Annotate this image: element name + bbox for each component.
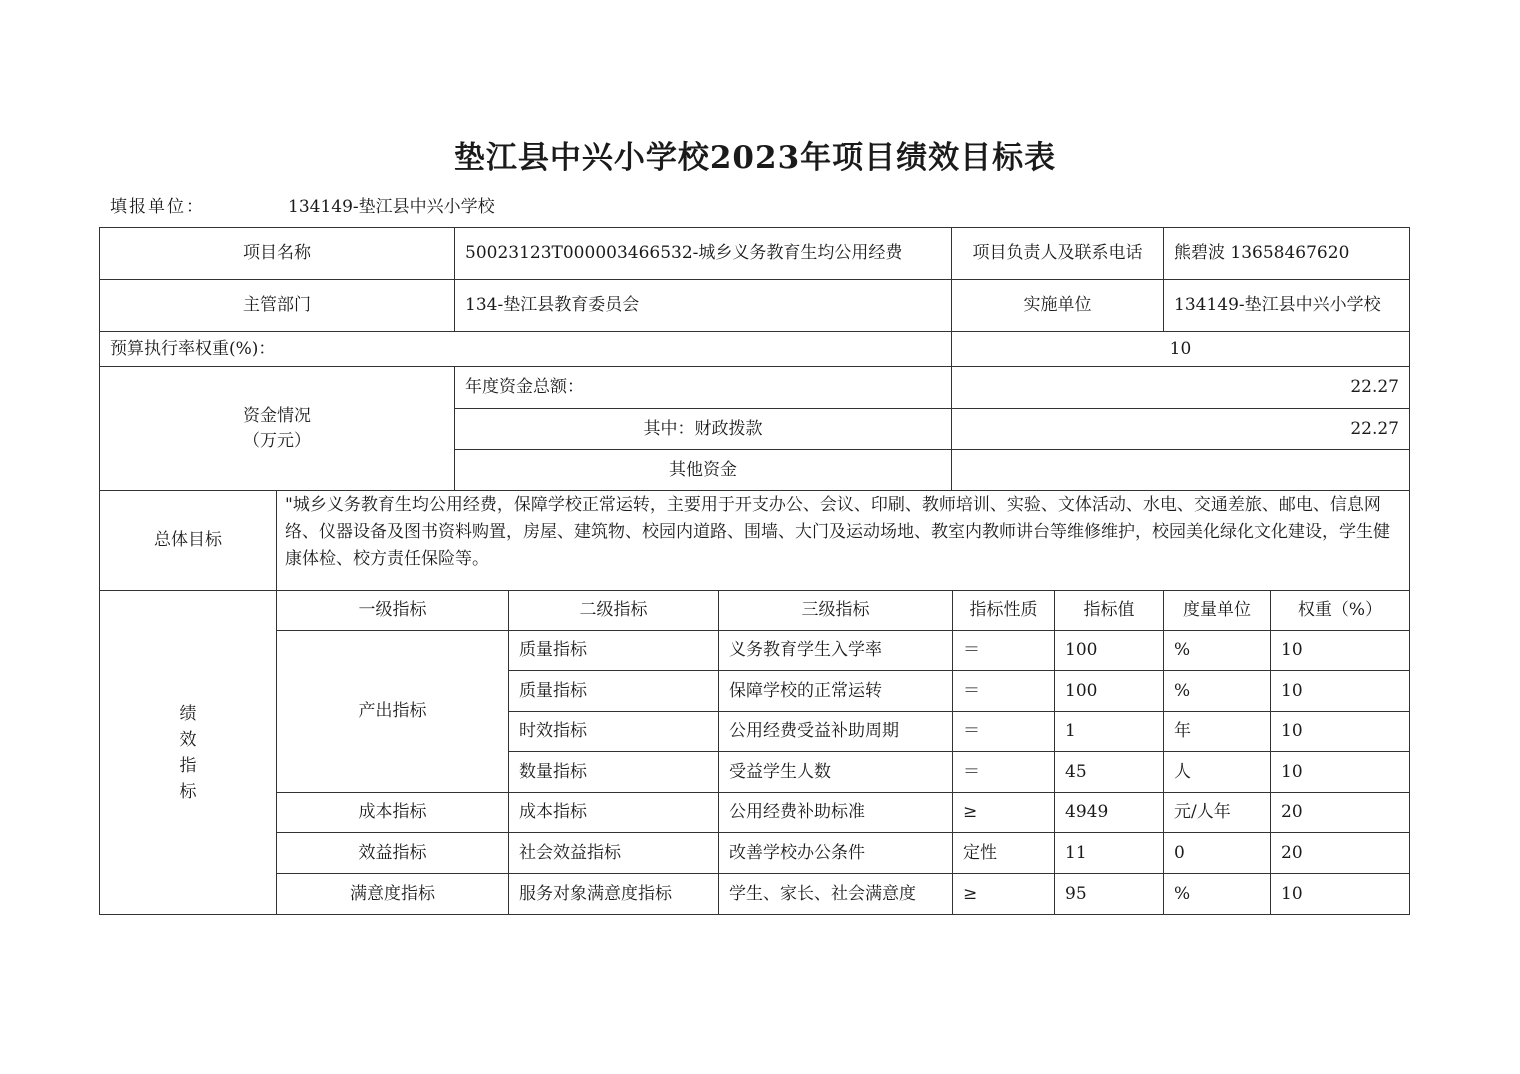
row-level2: 质量指标 — [519, 680, 587, 701]
funds-label-cell — [99, 366, 455, 491]
header-level2: 二级指标 — [579, 600, 648, 620]
row-nature-cell — [952, 832, 1055, 874]
row-level2: 成本指标 — [519, 802, 587, 822]
budget-weight-label-cell — [99, 331, 952, 367]
group-cost-cell — [276, 792, 509, 833]
row-unit-cell — [1163, 711, 1271, 752]
indicators-section-cell — [99, 590, 277, 915]
row-level3: 学生、家长、社会满意度 — [729, 883, 916, 904]
row-level2-cell — [508, 792, 719, 833]
row-value-cell — [1054, 751, 1164, 793]
row-value: 1 — [1065, 721, 1076, 741]
row-weight-cell — [1270, 670, 1410, 712]
project-name-label-cell — [99, 227, 455, 280]
funds-total-value: 22.27 — [1350, 377, 1399, 397]
header-nature: 指标性质 — [969, 600, 1038, 620]
row-nature: ＝ — [963, 640, 980, 660]
header-level3-cell — [718, 590, 953, 631]
funds-other-label: 其他资金 — [669, 459, 737, 480]
budget-weight-value-cell — [951, 331, 1410, 367]
row-value-cell — [1054, 630, 1164, 671]
funds-fiscal-label: 其中：财政拨款 — [643, 418, 763, 439]
contact-value-cell — [1163, 227, 1410, 280]
row-level3: 保障学校的正常运转 — [729, 680, 882, 701]
group-benefit: 效益指标 — [358, 842, 427, 863]
funds-fiscal-value-cell — [951, 408, 1410, 450]
page-title: 垫江县中兴小学校2023年项目绩效目标表 — [453, 140, 1057, 176]
row-nature: ≥ — [963, 802, 978, 822]
header-unit: 度量单位 — [1183, 600, 1251, 620]
row-value-cell — [1054, 670, 1164, 712]
row-weight-cell — [1270, 792, 1410, 833]
row-level2: 社会效益指标 — [519, 842, 621, 863]
dept-label-cell — [99, 279, 455, 332]
row-value: 100 — [1065, 680, 1098, 701]
header-value-cell — [1054, 590, 1164, 631]
group-output: 产出指标 — [358, 701, 427, 721]
reporting-unit-label: 填报单位： — [110, 197, 205, 217]
row-nature-cell — [952, 711, 1055, 752]
row-weight-cell — [1270, 630, 1410, 671]
header-weight: 权重（%） — [1297, 600, 1383, 620]
row-value: 100 — [1065, 640, 1098, 660]
group-cost: 成本指标 — [358, 802, 427, 822]
row-level2-cell — [508, 711, 719, 752]
row-weight-cell — [1270, 873, 1410, 915]
reporting-unit — [110, 192, 495, 217]
row-weight: 20 — [1281, 842, 1303, 863]
funds-other-label-cell — [454, 449, 952, 491]
impl-value-cell — [1163, 279, 1410, 332]
row-nature: 定性 — [963, 842, 997, 863]
goal-label: 总体目标 — [154, 530, 222, 550]
row-weight: 10 — [1281, 883, 1303, 904]
row-weight: 10 — [1281, 680, 1303, 701]
row-level3: 受益学生人数 — [729, 761, 831, 782]
row-unit: 元/人年 — [1174, 802, 1231, 822]
row-weight: 10 — [1281, 640, 1303, 660]
row-level3-cell — [718, 832, 953, 874]
row-unit-cell — [1163, 630, 1271, 671]
funds-label-line1: 资金情况 — [243, 405, 311, 426]
group-output-cell — [276, 630, 509, 793]
row-nature: ＝ — [963, 761, 980, 782]
row-value-cell — [1054, 711, 1164, 752]
impl-value: 134149-垫江县中兴小学校 — [1174, 295, 1381, 315]
row-nature-cell — [952, 792, 1055, 833]
row-unit: 人 — [1174, 761, 1191, 782]
group-satisfaction-cell — [276, 873, 509, 915]
row-unit: % — [1174, 883, 1191, 904]
row-level2: 质量指标 — [519, 640, 587, 660]
row-value: 11 — [1065, 842, 1087, 863]
row-weight-cell — [1270, 751, 1410, 793]
dept-value-cell — [454, 279, 952, 332]
row-level2-cell — [508, 832, 719, 874]
row-nature-cell — [952, 751, 1055, 793]
header-level1: 一级指标 — [358, 600, 427, 620]
performance-table — [100, 228, 1411, 916]
row-unit-cell — [1163, 792, 1271, 833]
row-level3: 义务教育学生入学率 — [729, 640, 882, 660]
header-weight-cell — [1270, 590, 1410, 631]
header-level1-cell — [276, 590, 509, 631]
row-weight: 20 — [1281, 802, 1303, 822]
budget-weight-label: 预算执行率权重(%)： — [110, 338, 276, 359]
row-weight-cell — [1270, 711, 1410, 752]
row-unit: 年 — [1174, 721, 1191, 741]
row-level3-cell — [718, 751, 953, 793]
row-value: 45 — [1065, 761, 1087, 782]
row-weight-cell — [1270, 832, 1410, 874]
group-benefit-cell — [276, 832, 509, 874]
row-level2: 服务对象满意度指标 — [519, 883, 672, 904]
funds-label-line2: （万元） — [243, 430, 311, 451]
dept-value: 134-垫江县教育委员会 — [465, 295, 640, 315]
row-value-cell — [1054, 792, 1164, 833]
row-level2: 时效指标 — [519, 721, 587, 741]
row-weight: 10 — [1281, 761, 1303, 782]
row-value: 4949 — [1065, 802, 1109, 822]
row-unit-cell — [1163, 751, 1271, 793]
row-value-cell — [1054, 832, 1164, 874]
contact-label-cell — [951, 227, 1164, 280]
row-level2-cell — [508, 751, 719, 793]
header-unit-cell — [1163, 590, 1271, 631]
row-level2-cell — [508, 873, 719, 915]
row-value: 95 — [1065, 883, 1087, 904]
row-unit-cell — [1163, 873, 1271, 915]
row-unit-cell — [1163, 670, 1271, 712]
impl-label: 实施单位 — [1023, 295, 1092, 315]
group-satisfaction: 满意度指标 — [350, 883, 435, 904]
row-unit-cell — [1163, 832, 1271, 874]
row-level2-cell — [508, 630, 719, 671]
row-level3-cell — [718, 670, 953, 712]
row-weight: 10 — [1281, 721, 1303, 741]
goal-text: "城乡义务教育生均公用经费，保障学校正常运转，主要用于开支办公、会议、印刷、教师培训、实验、文体活动、水电、交通差旅、邮电、信息网络、仪器设备及图书资料购置，房屋、建筑物、校园内道路、围墙、大门及运动场地、教室内教师讲台等维修维护，校园美化绿化文化建设，学生健康体检、校方责任保险等。 — [285, 495, 1390, 569]
funds-total-value-cell — [951, 366, 1410, 409]
row-nature-cell — [952, 873, 1055, 915]
row-level3: 公用经费补助标准 — [729, 802, 865, 822]
funds-other-value-cell — [951, 449, 1410, 491]
row-level3: 公用经费受益补助周期 — [729, 721, 899, 741]
row-level3-cell — [718, 873, 953, 915]
row-nature-cell — [952, 670, 1055, 712]
row-level3-cell — [718, 711, 953, 752]
row-nature: ≥ — [963, 883, 978, 904]
row-unit: % — [1174, 680, 1191, 701]
row-nature-cell — [952, 630, 1055, 671]
row-unit: % — [1174, 640, 1191, 660]
funds-total-label-cell — [454, 366, 952, 409]
header-value: 指标值 — [1083, 600, 1135, 620]
row-value-cell — [1054, 873, 1164, 915]
header-nature-cell — [952, 590, 1055, 631]
budget-weight-value: 10 — [1169, 338, 1192, 359]
impl-label-cell — [951, 279, 1164, 332]
project-name-value-cell — [454, 227, 952, 280]
project-name-value: 50023123T000003466532-城乡义务教育生均公用经费 — [465, 243, 903, 263]
row-level3-cell — [718, 792, 953, 833]
row-level2-cell — [508, 670, 719, 712]
indicators-section-label: 绩效指标 — [179, 703, 197, 802]
funds-total-label: 年度资金总额： — [465, 377, 584, 397]
row-unit: 0 — [1174, 842, 1185, 863]
contact-label: 项目负责人及联系电话 — [972, 243, 1143, 263]
funds-fiscal-value: 22.27 — [1350, 418, 1399, 439]
row-level3-cell — [718, 630, 953, 671]
reporting-unit-value: 134149-垫江县中兴小学校 — [288, 197, 495, 217]
goal-label-cell — [99, 490, 277, 591]
header-level3: 三级指标 — [801, 600, 870, 620]
row-level3: 改善学校办公条件 — [729, 842, 865, 863]
project-name-label: 项目名称 — [243, 243, 311, 263]
row-nature: ＝ — [963, 721, 980, 741]
goal-text-cell — [276, 490, 1410, 591]
funds-fiscal-label-cell — [454, 408, 952, 450]
dept-label: 主管部门 — [243, 295, 311, 315]
row-nature: ＝ — [963, 680, 980, 701]
row-level2: 数量指标 — [519, 761, 587, 782]
header-level2-cell — [508, 590, 719, 631]
contact-value: 熊碧波 13658467620 — [1174, 243, 1350, 263]
